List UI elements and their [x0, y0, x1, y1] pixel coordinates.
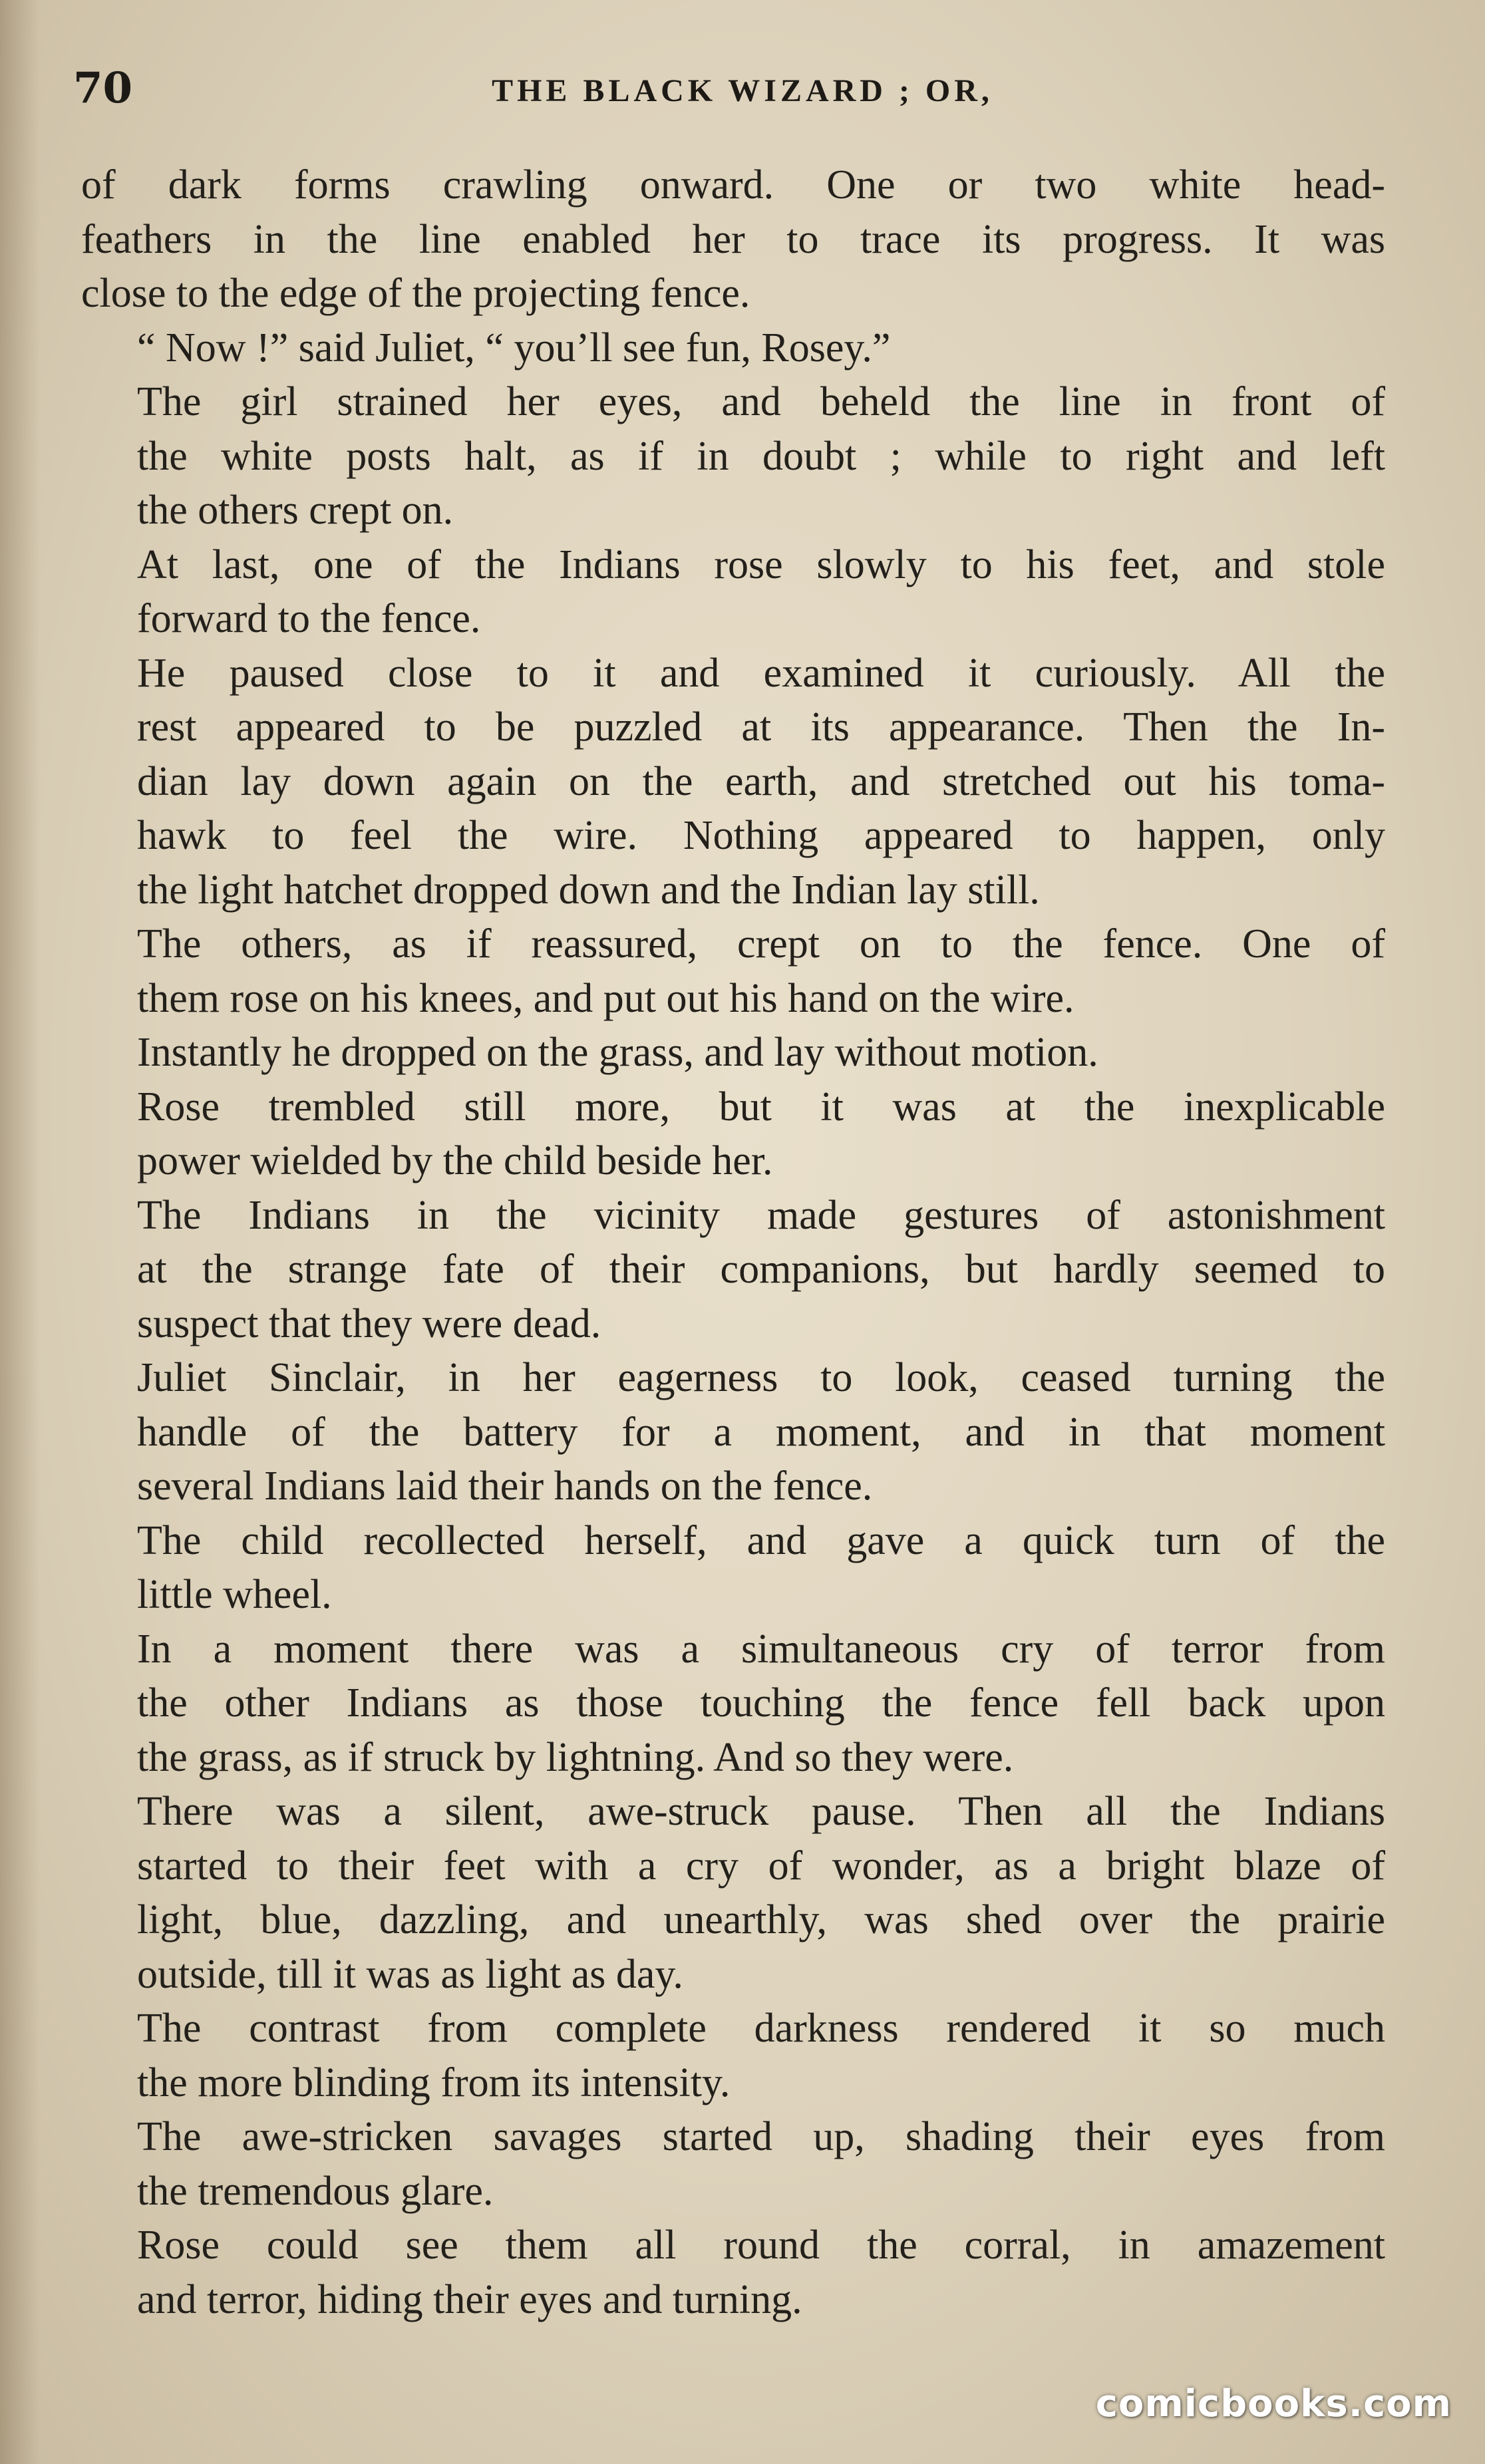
text-line: In a moment there was a simultaneous cry of terror from [137, 1626, 1385, 1672]
text-line: handle of the battery for a moment, and in that moment [137, 1409, 1385, 1455]
text-line: hawk to feel the wire. Nothing appeared to happen, only [137, 813, 1385, 858]
paragraph [81, 1189, 1385, 1352]
text-line: the more blinding from its intensity. [137, 2060, 731, 2105]
watermark: comicbooks.com [1095, 2382, 1452, 2425]
text-line: dian lay down again on the earth, and stretched out his toma- [137, 758, 1385, 804]
text-line: the white posts halt, as if in doubt ; while to right and left [137, 433, 1385, 479]
text-line: of dark forms crawling onward. One or two white head- [81, 162, 1385, 208]
paragraph [81, 917, 1385, 1026]
text-line: The Indians in the vicinity made gestures of astonishment [137, 1192, 1385, 1238]
text-line: started to their feet with a cry of wonder, as a bright blaze of [137, 1843, 1385, 1889]
text-line: There was a silent, awe-struck pause. Then all the Indians [137, 1789, 1385, 1834]
text-line: The girl strained her eyes, and beheld the line in front of [137, 379, 1385, 424]
text-line: power wielded by the child beside her. [137, 1138, 773, 1183]
text-line: the other Indians as those touching the fence fell back upon [137, 1680, 1385, 1726]
text-line: Rose could see them all round the corral, in amazement [137, 2223, 1385, 2268]
paragraph [81, 1351, 1385, 1514]
text-line: outside, till it was as light as day. [137, 1951, 683, 1997]
text-line: several Indians laid their hands on the fence. [137, 1463, 873, 1509]
text-line: “ Now !” said Juliet, “ you’ll see fun, Rosey.” [137, 325, 891, 371]
text-line: feathers in the line enabled her to trace its progress. It was [81, 216, 1385, 262]
text-line: rest appeared to be puzzled at its appearance. Then the In- [137, 704, 1385, 750]
page-header [73, 63, 1412, 123]
paragraph [81, 1514, 1385, 1622]
text-line: at the strange fate of their companions, but hardly seemed to [137, 1247, 1385, 1292]
paragraph [81, 158, 1385, 321]
text-line: At last, one of the Indians rose slowly to his feet, and stole [137, 541, 1385, 587]
paragraph [81, 1080, 1385, 1189]
paragraph [81, 1026, 1385, 1080]
paragraph [81, 647, 1385, 918]
text-line: The others, as if reassured, crept on to the fence. One of [137, 921, 1385, 967]
text-line: the light hatchet dropped down and the Indian lay still. [137, 867, 1040, 913]
page-edge-shadow [0, 0, 40, 2464]
paragraph [81, 1622, 1385, 1785]
paragraph [81, 2219, 1385, 2327]
text-line: Juliet Sinclair, in her eagerness to look, ceased turning the [137, 1355, 1385, 1400]
running-title: THE BLACK WIZARD ; OR, [492, 73, 993, 108]
paragraph [81, 375, 1385, 538]
text-line: close to the edge of the projecting fence. [81, 271, 750, 316]
text-line: them rose on his knees, and put out his hand on the wire. [137, 975, 1074, 1021]
text-line: He paused close to it and examined it curiously. All the [137, 650, 1385, 696]
text-line: Instantly he dropped on the grass, and lay without motion. [137, 1030, 1098, 1075]
body-text [81, 158, 1385, 2327]
paragraph [81, 1785, 1385, 2002]
paragraph [81, 321, 1385, 376]
text-line: Rose trembled still more, but it was at the inexplicable [137, 1084, 1385, 1130]
text-line: The contrast from complete darkness rendered it so much [137, 2006, 1385, 2051]
text-line: suspect that they were dead. [137, 1301, 601, 1346]
text-line: forward to the fence. [137, 596, 481, 641]
text-line: the tremendous glare. [137, 2168, 494, 2214]
paragraph [81, 2110, 1385, 2219]
paragraph [81, 2002, 1385, 2110]
text-line: the grass, as if struck by lightning. And so they were. [137, 1734, 1014, 1780]
page-number: 70 [73, 63, 133, 113]
text-line: The awe-stricken savages started up, shading their eyes from [137, 2114, 1385, 2159]
text-line: the others crept on. [137, 488, 454, 533]
text-line: little wheel. [137, 1572, 332, 1617]
text-line: The child recollected herself, and gave a quick turn of the [137, 1517, 1385, 1563]
text-line: and terror, hiding their eyes and turning. [137, 2276, 802, 2322]
text-line: light, blue, dazzling, and unearthly, was shed over the prairie [137, 1897, 1385, 1942]
paragraph [81, 538, 1385, 647]
